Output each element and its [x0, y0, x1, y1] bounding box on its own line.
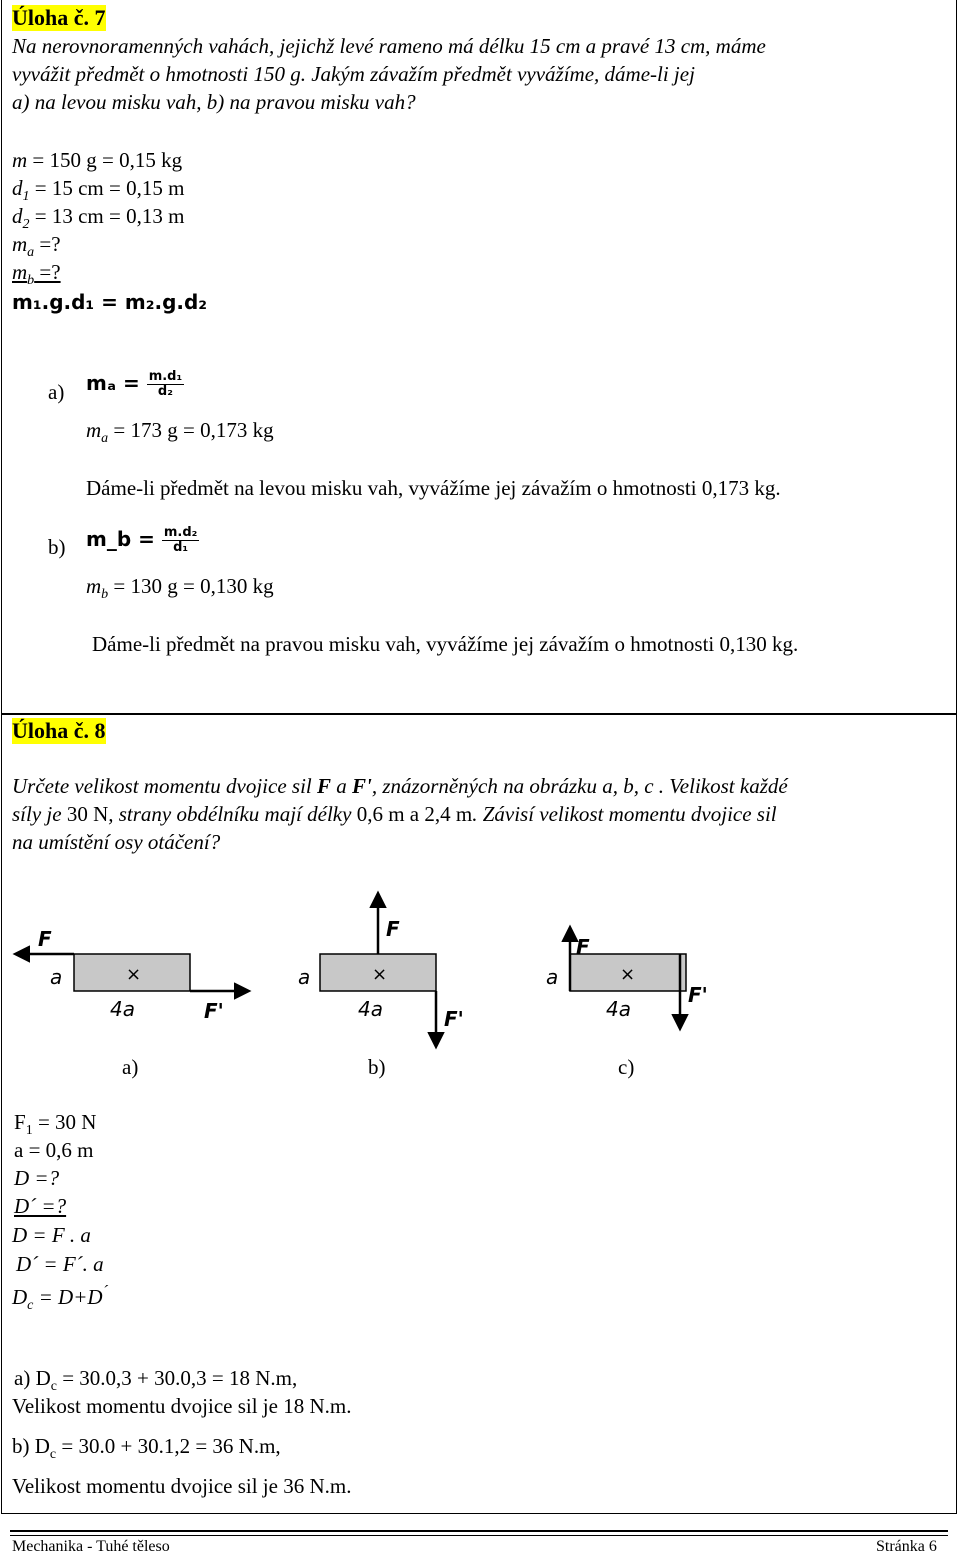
- figure-c-label-Fp: F': [688, 983, 708, 1007]
- task7-statement-line3: a) na levou misku vah, b) na pravou misku vah?: [12, 90, 416, 114]
- solution-b-conclusion: Velikost momentu dvojice sil je 36 N.m.: [12, 1474, 352, 1498]
- given-a: a = 0,6 m: [14, 1138, 94, 1162]
- part-a-formula: mₐ = $\frac{\text{m.d₁}}{\text{d₂}}$: [86, 369, 183, 399]
- part-b-label: b): [48, 535, 66, 559]
- part-a-fraction: $\frac{\text{m.d₁}}{\text{d₂}}$: [148, 369, 183, 399]
- footer-rule: [10, 1530, 948, 1536]
- figure-a-side-a: a: [50, 965, 63, 989]
- solution-a: a) $D_c = 30.0,3 + 30.0,3 = 18$ N.m,: [14, 1366, 298, 1395]
- moment-equation: m₁.g.d₁ = m₂.g.d₂: [12, 290, 208, 314]
- given-ma: $m_a$ =?: [12, 232, 61, 261]
- task8-statement-line1: Určete velikost momentu dvojice sil F a F', znázorněných na obrázku a, b, c . Velikost každé: [12, 774, 788, 798]
- given-d2: $d_2 = 13$ cm = 0,13 m: [12, 204, 185, 233]
- given-mb: $m_b$ =?: [12, 260, 61, 289]
- figure-c-label-F: F: [576, 935, 590, 959]
- figure-b-caption: b): [368, 1055, 386, 1079]
- part-b-formula: m_b = $\frac{\text{m.d₂}}{\text{d₁}}$: [86, 525, 198, 555]
- footer-right: Stránka 6: [876, 1538, 937, 1555]
- figure-a-side-4a: 4a: [110, 997, 135, 1021]
- given-F1: $F_1 = 30$ N: [14, 1110, 97, 1139]
- given-m: m = 150 g = 0,15 kg: [12, 148, 183, 172]
- figure-a-label-Fp: F': [204, 999, 224, 1023]
- figure-c-center: ×: [620, 964, 636, 985]
- figure-b-label-Fp: F': [444, 1007, 464, 1031]
- figure-c-caption: c): [618, 1055, 635, 1079]
- task7-heading: Úloha č. 7: [12, 5, 106, 30]
- task7-statement-line2: vyvážit předmět o hmotnosti 150 g. Jakým závažím předmět vyvážíme, dáme-li jej: [12, 62, 695, 86]
- task8-statement-line2: síly je 30 N, strany obdélníku mají délky 0,6 m a 2,4 m. Závisí velikost momentu dvojice sil: [12, 802, 777, 826]
- given-d1: $d_1 = 15$ cm = 0,15 m: [12, 176, 185, 205]
- figure-a-label-F: F: [38, 927, 52, 951]
- part-a-label: a): [48, 380, 65, 404]
- figure-b-side-a: a: [298, 965, 311, 989]
- figure-b-label-F: F: [386, 917, 400, 941]
- formula-Dp: D´ = F´. a: [16, 1252, 104, 1276]
- task8-statement-line3: na umístění osy otáčení?: [12, 830, 221, 854]
- figure-a: [16, 927, 248, 1079]
- figure-a-center: ×: [126, 964, 142, 985]
- figure-b-center: ×: [372, 964, 388, 985]
- part-a-result: $m_a = 173$ g = 0,173 kg: [86, 418, 274, 447]
- figure-b: [298, 894, 464, 1079]
- task7-statement-line1: Na nerovnoramenných vahách, jejichž levé rameno má délku 15 cm a pravé 13 cm, máme: [12, 34, 766, 58]
- given-Dp: D´ =?: [14, 1194, 67, 1218]
- part-b-result: $m_b = 130$ g = 0,130 kg: [86, 574, 274, 603]
- part-b-fraction: $\frac{\text{m.d₂}}{\text{d₁}}$: [163, 525, 198, 555]
- solution-b: b) $D_c = 30.0 + 30.1,2 = 36$ N.m,: [12, 1434, 281, 1463]
- footer-left: Mechanika - Tuhé těleso: [12, 1538, 170, 1555]
- figure-b-side-4a: 4a: [358, 997, 383, 1021]
- formula-D: D = F . a: [12, 1223, 91, 1247]
- part-b-conclusion: Dáme-li předmět na pravou misku vah, vyvážíme jej závažím o hmotnosti 0,130 kg.: [92, 632, 799, 656]
- force-couple-figures: [8, 888, 728, 1098]
- part-a-conclusion: Dáme-li předmět na levou misku vah, vyvážíme jej závažím o hmotnosti 0,173 kg.: [86, 476, 781, 500]
- solution-a-conclusion: Velikost momentu dvojice sil je 18 N.m.: [12, 1394, 352, 1418]
- figure-c-side-4a: 4a: [606, 997, 631, 1021]
- task8-heading: Úloha č. 8: [12, 718, 106, 743]
- figure-c: [546, 928, 708, 1079]
- figure-a-caption: a): [122, 1055, 139, 1079]
- formula-Dc: $D_c = D+D^´$: [12, 1283, 108, 1314]
- given-D: D =?: [14, 1166, 60, 1190]
- figure-c-side-a: a: [546, 965, 559, 989]
